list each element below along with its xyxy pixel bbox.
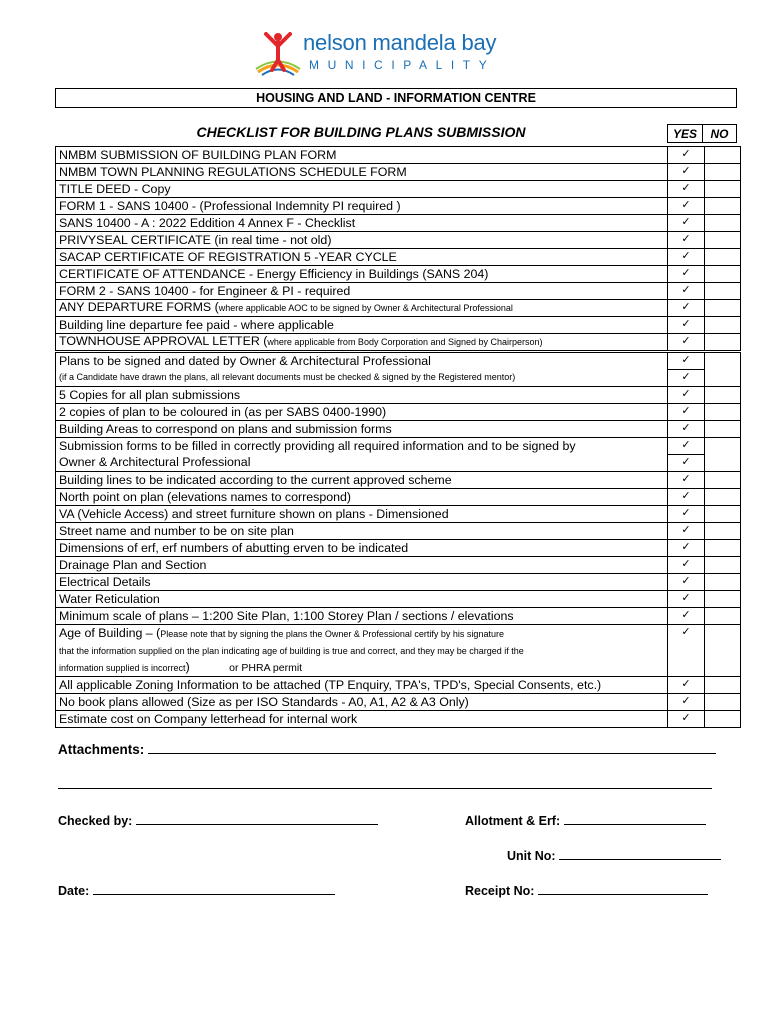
item-note: where applicable from Body Corporation and Signed by Chairperson)	[267, 337, 543, 347]
table-row	[56, 608, 741, 625]
item-text: FORM 2 - SANS 10400 - for Engineer & PI - required	[59, 283, 351, 298]
item-note: Please note that by signing the plans the Owner & Professional certify by his signature	[160, 629, 504, 639]
yes-check[interactable]: ✓	[668, 472, 705, 489]
no-check[interactable]	[705, 694, 741, 711]
item-note: )	[185, 660, 190, 674]
page-title: CHECKLIST FOR BUILDING PLANS SUBMISSION	[196, 124, 526, 140]
yes-check[interactable]: ✓	[668, 711, 705, 728]
item-text: SACAP CERTIFICATE OF REGISTRATION 5 -YEAR CYCLE	[59, 249, 397, 264]
yes-check[interactable]: ✓	[668, 557, 705, 574]
table-row	[56, 249, 741, 266]
table-row	[56, 404, 741, 421]
table-row	[56, 711, 741, 728]
item-label: North point on plan (elevations names to correspond)	[56, 489, 668, 506]
table-row	[56, 677, 741, 694]
item-label: Dimensions of erf, erf numbers of abutting erven to be indicated	[56, 540, 668, 557]
table-row	[56, 523, 741, 540]
no-check[interactable]	[705, 215, 741, 232]
receipt-no-line[interactable]	[538, 884, 708, 895]
item-label: Drainage Plan and Section	[56, 557, 668, 574]
yes-check[interactable]: ✓	[668, 608, 705, 625]
yes-check[interactable]: ✓	[668, 198, 705, 215]
item-label	[56, 249, 668, 266]
yes-check[interactable]: ✓	[668, 404, 705, 421]
item-text: CERTIFICATE OF ATTENDANCE - Energy Efficiency in Buildings (SANS 204)	[59, 266, 489, 281]
no-check[interactable]	[705, 455, 741, 472]
checked-by-line[interactable]	[136, 814, 378, 825]
allotment-field[interactable]	[465, 814, 706, 828]
yes-check[interactable]: ✓	[668, 574, 705, 591]
table-row	[56, 317, 741, 334]
no-check[interactable]	[705, 574, 741, 591]
no-check[interactable]	[705, 677, 741, 694]
table-row	[56, 540, 741, 557]
table-row	[56, 353, 741, 370]
yes-check[interactable]: ✓	[668, 370, 705, 387]
yes-check[interactable]: ✓	[668, 249, 705, 266]
no-check[interactable]	[705, 523, 741, 540]
yes-check[interactable]: ✓	[668, 300, 705, 317]
yes-check[interactable]: ✓	[668, 232, 705, 249]
yes-check[interactable]: ✓	[668, 455, 705, 472]
table-row	[56, 370, 741, 387]
no-check[interactable]	[705, 249, 741, 266]
attachments-line[interactable]	[58, 778, 712, 789]
item-label	[56, 181, 668, 198]
yes-check[interactable]: ✓	[668, 489, 705, 506]
municipality-logo	[254, 28, 514, 80]
table-row	[56, 215, 741, 232]
yes-check[interactable]: ✓	[668, 523, 705, 540]
yes-check[interactable]: ✓	[668, 625, 705, 677]
table-row	[56, 266, 741, 283]
item-note: (if a Candidate have drawn the plans, all relevant documents must be checked & signed by the Registered mentor)	[56, 370, 668, 387]
no-check[interactable]	[705, 540, 741, 557]
attachments-line[interactable]	[148, 743, 716, 754]
yes-check[interactable]: ✓	[668, 591, 705, 608]
yes-column-header: YES	[667, 124, 703, 143]
no-check[interactable]	[705, 164, 741, 181]
item-label: Building lines to be indicated according to the current approved scheme	[56, 472, 668, 489]
checklist-group-2	[55, 352, 741, 728]
no-check[interactable]	[705, 421, 741, 438]
item-label: All applicable Zoning Information to be attached (TP Enquiry, TPA's, TPD's, Special Consents, etc.)	[56, 677, 668, 694]
item-label: Plans to be signed and dated by Owner & Architectural Professional	[56, 353, 668, 370]
table-row	[56, 489, 741, 506]
no-check[interactable]	[705, 198, 741, 215]
yes-check[interactable]: ✓	[668, 147, 705, 164]
attachments-line-2[interactable]	[58, 778, 712, 792]
receipt-no-field[interactable]	[465, 884, 708, 898]
table-row	[56, 591, 741, 608]
no-check[interactable]	[705, 711, 741, 728]
item-label	[56, 232, 668, 249]
item-label: Submission forms to be filled in correctly providing all required information and to be signed by	[56, 438, 668, 455]
logo-subtitle: MUNICIPALITY	[309, 58, 496, 72]
table-row	[56, 164, 741, 181]
no-check[interactable]	[705, 181, 741, 198]
yes-check[interactable]: ✓	[668, 283, 705, 300]
no-check[interactable]	[705, 591, 741, 608]
no-check[interactable]	[705, 147, 741, 164]
no-check[interactable]	[705, 300, 741, 317]
checked-by-label: Checked by:	[58, 814, 133, 828]
table-row	[56, 506, 741, 523]
unit-no-field[interactable]	[507, 849, 721, 863]
allotment-label: Allotment & Erf:	[465, 814, 561, 828]
table-row	[56, 438, 741, 455]
item-text: TITLE DEED - Copy	[59, 181, 171, 196]
no-check[interactable]	[705, 404, 741, 421]
yes-check[interactable]: ✓	[668, 215, 705, 232]
table-row	[56, 147, 741, 164]
item-label: Estimate cost on Company letterhead for internal work	[56, 711, 668, 728]
item-note: information supplied is incorrect	[59, 663, 186, 673]
allotment-line[interactable]	[564, 814, 706, 825]
item-note: or PHRA permit	[229, 662, 303, 674]
checklist-group-1	[55, 146, 741, 351]
yes-check[interactable]: ✓	[668, 421, 705, 438]
item-label	[56, 317, 668, 334]
item-label: Water Reticulation	[56, 591, 668, 608]
item-text: ANY DEPARTURE FORMS (	[59, 300, 219, 314]
date-line[interactable]	[93, 884, 335, 895]
item-label: Minimum scale of plans – 1:200 Site Plan, 1:100 Storey Plan / sections / elevations	[56, 608, 668, 625]
item-text: PRIVYSEAL CERTIFICATE (in real time - not old)	[59, 232, 332, 247]
unit-no-line[interactable]	[559, 849, 721, 860]
item-label: VA (Vehicle Access) and street furniture shown on plans - Dimensioned	[56, 506, 668, 523]
item-label	[56, 215, 668, 232]
yes-check[interactable]: ✓	[668, 164, 705, 181]
item-note: that the information supplied on the plan indicating age of building is true and correct, and they may be charged if the	[59, 646, 524, 656]
date-label: Date:	[58, 884, 90, 898]
no-column-header: NO	[702, 124, 737, 143]
logo-figure-icon	[254, 28, 302, 78]
item-text: SANS 10400 - A : 2022 Eddition 4 Annex F - Checklist	[59, 215, 356, 230]
receipt-no-label: Receipt No:	[465, 884, 535, 898]
item-label: 2 copies of plan to be coloured in (as per SABS 0400-1990)	[56, 404, 668, 421]
item-label	[56, 147, 668, 164]
item-label-continued: Owner & Architectural Professional	[56, 455, 668, 472]
no-check[interactable]	[705, 232, 741, 249]
attachments-label: Attachments:	[58, 742, 145, 757]
no-check[interactable]	[705, 266, 741, 283]
item-label	[56, 198, 668, 215]
item-label	[56, 164, 668, 181]
yes-check[interactable]: ✓	[668, 540, 705, 557]
section-header: HOUSING AND LAND - INFORMATION CENTRE	[55, 88, 737, 108]
item-label: 5 Copies for all plan submissions	[56, 387, 668, 404]
item-label	[56, 334, 668, 351]
item-age-of-building	[56, 625, 668, 677]
no-check[interactable]	[705, 317, 741, 334]
yes-check[interactable]: ✓	[668, 181, 705, 198]
yes-check[interactable]: ✓	[668, 334, 705, 351]
yes-check[interactable]: ✓	[668, 506, 705, 523]
item-label: Electrical Details	[56, 574, 668, 591]
no-check[interactable]	[705, 387, 741, 404]
table-row	[56, 557, 741, 574]
item-label: No book plans allowed (Size as per ISO Standards - A0, A1, A2 & A3 Only)	[56, 694, 668, 711]
table-row	[56, 421, 741, 438]
no-check[interactable]	[705, 506, 741, 523]
table-row	[56, 472, 741, 489]
item-text: NMBM TOWN PLANNING REGULATIONS SCHEDULE FORM	[59, 164, 407, 179]
no-check[interactable]	[705, 334, 741, 351]
checked-by-field[interactable]	[58, 814, 378, 828]
item-text: TOWNHOUSE APPROVAL LETTER (	[59, 334, 268, 348]
item-label	[56, 266, 668, 283]
yes-check[interactable]: ✓	[668, 677, 705, 694]
logo-title: nelson mandela bay	[303, 30, 497, 55]
item-label: Street name and number to be on site plan	[56, 523, 668, 540]
item-note: where applicable AOC to be signed by Owner & Architectural Professional	[218, 303, 513, 313]
no-check[interactable]	[705, 438, 741, 455]
yes-check[interactable]: ✓	[668, 317, 705, 334]
no-check[interactable]	[705, 608, 741, 625]
table-row	[56, 232, 741, 249]
no-check[interactable]	[705, 472, 741, 489]
item-label: Building Areas to correspond on plans and submission forms	[56, 421, 668, 438]
table-row	[56, 198, 741, 215]
table-row	[56, 300, 741, 317]
unit-no-label: Unit No:	[507, 849, 556, 863]
item-text: Building line departure fee paid - where applicable	[59, 317, 334, 332]
yes-check[interactable]: ✓	[668, 694, 705, 711]
no-check[interactable]	[705, 625, 741, 677]
table-row	[56, 455, 741, 472]
table-row	[56, 694, 741, 711]
yes-check[interactable]: ✓	[668, 387, 705, 404]
table-row	[56, 574, 741, 591]
table-row	[56, 387, 741, 404]
no-check[interactable]	[705, 489, 741, 506]
item-label: Age of Building – (	[59, 626, 161, 640]
yes-check[interactable]: ✓	[668, 266, 705, 283]
table-row	[56, 625, 741, 677]
date-field[interactable]	[58, 884, 335, 898]
no-check[interactable]	[705, 353, 741, 370]
yes-check[interactable]: ✓	[668, 438, 705, 455]
table-row	[56, 181, 741, 198]
no-check[interactable]	[705, 557, 741, 574]
no-check[interactable]	[705, 283, 741, 300]
item-text: NMBM SUBMISSION OF BUILDING PLAN FORM	[59, 147, 337, 162]
item-label	[56, 300, 668, 317]
table-row	[56, 334, 741, 351]
table-row	[56, 283, 741, 300]
item-text: FORM 1 - SANS 10400 - (Professional Indemnity PI required )	[59, 198, 401, 213]
item-label	[56, 283, 668, 300]
attachments-field[interactable]	[58, 742, 716, 757]
no-check[interactable]	[705, 370, 741, 387]
yes-check[interactable]: ✓	[668, 353, 705, 370]
